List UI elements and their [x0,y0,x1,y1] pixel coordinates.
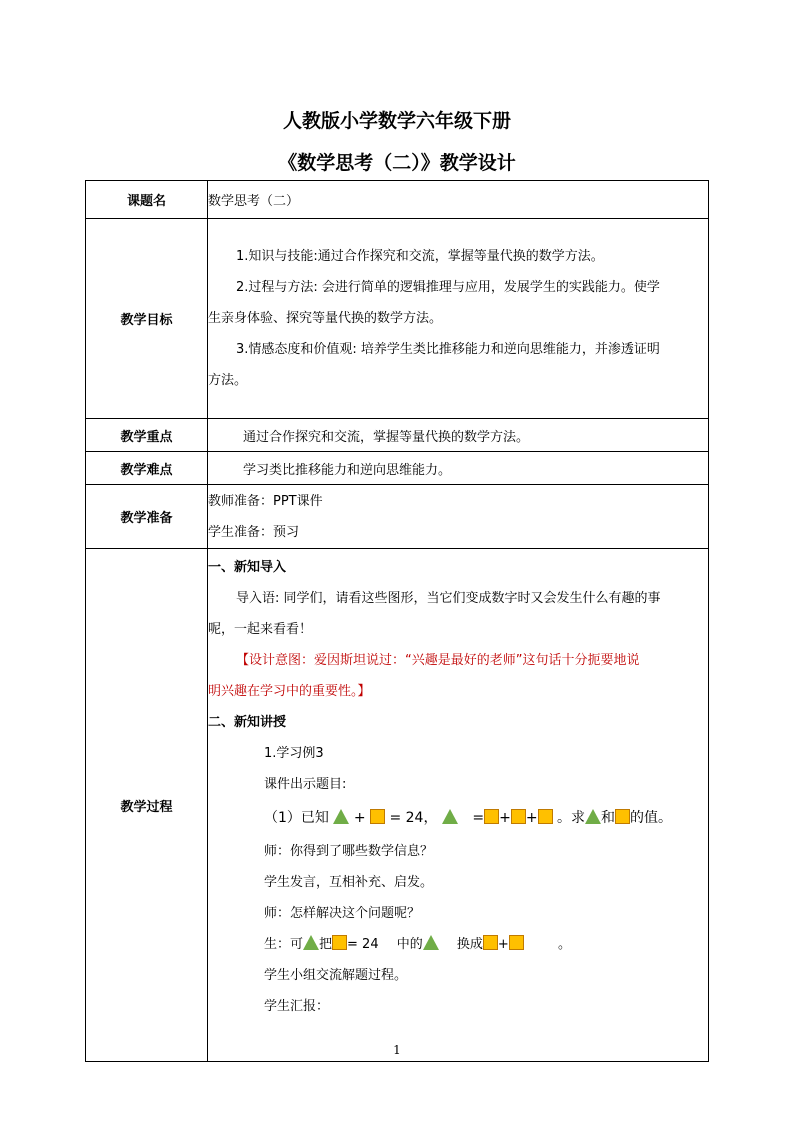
triangle-shape-icon [423,935,439,950]
square-shape-icon [483,935,498,950]
triangle-shape-icon [442,809,458,824]
row-topic [86,181,709,219]
value-topic: 数学思考（二） [208,181,709,219]
row-process [86,549,709,1062]
goal-3b: 方法。 [208,373,248,388]
prep-student: 学生准备：预习 [208,524,300,540]
intro-line-a: 导入语: 同学们，请看这些图形，当它们变成数字时又会发生什么有趣的事 [236,591,661,606]
row-prep [86,485,709,549]
square-shape-icon [511,809,526,824]
square-shape-icon [484,809,499,824]
prep-teacher: 教师准备：PPT课件 [208,493,323,509]
square-shape-icon [509,935,524,950]
triangle-shape-icon [303,935,319,950]
eq-and: 和 [601,810,616,826]
doc-title-2: 《数学思考（二）》教学设计 [278,152,516,174]
label-key: 教学重点 [86,419,208,452]
value-key: 通过合作探究和交流，掌握等量代换的数学方法。 [208,419,709,452]
stu-part-6: + [497,937,509,952]
student-report: 学生汇报： [264,999,330,1014]
square-shape-icon [332,935,347,950]
design-intent-b: 明兴趣在学习中的重要性。】 [208,684,371,699]
courseware-show: 课件出示题目: [264,777,347,792]
group-exchange: 学生小组交流解题过程。 [264,968,408,983]
value-prep [208,485,709,549]
eq-prefix: （1）已知 [264,810,329,826]
section-2-heading: 二、新知讲授 [208,715,287,730]
student-answer-1: 学生发言，互相补充、启发。 [264,875,434,890]
row-difficult [86,452,709,485]
label-process: 教学过程 [86,549,208,1062]
eq-plus: + [525,810,538,826]
label-topic: 课题名 [86,181,208,219]
stu-part-4: 中的 [396,937,423,952]
label-prep: 教学准备 [86,485,208,549]
eq-ask: 。求 [557,810,586,826]
goal-1: 1.知识与技能:通过合作探究和交流，掌握等量代换的数学方法。 [236,249,604,264]
row-key [86,419,709,452]
page-number: 1 [393,1043,401,1057]
intro-line-b: 呢，一起来看看！ [208,622,313,637]
label-difficult: 教学难点 [86,452,208,485]
stu-part-7: 。 [557,937,571,952]
triangle-shape-icon [585,809,601,824]
eq-eq: = [472,810,485,826]
section-1-heading: 一、新知导入 [208,560,287,575]
stu-part-3: = 24 [347,937,379,952]
value-goals [208,219,709,419]
value-process [208,549,709,1062]
square-shape-icon [370,809,385,824]
square-shape-icon [538,809,553,824]
goal-2a: 2.过程与方法: 会进行简单的逻辑推理与应用，发展学生的实践能力。使学 [236,280,660,295]
goal-3a: 3.情感态度和价值观: 培养学生类比推移能力和逆向思维能力，并渗透证明 [236,342,660,357]
eq-plus: + [353,810,366,826]
design-intent-a: 【设计意图：爱因斯坦说过：“兴趣是最好的老师”这句话十分扼要地说 [236,653,640,668]
stu-part-1: 生：可 [264,937,304,952]
doc-title-1: 人教版小学数学六年级下册 [282,110,511,132]
row-goals [86,219,709,419]
label-goals: 教学目标 [86,219,208,419]
stu-part-2: 把 [319,937,333,952]
equation-line [208,800,708,836]
value-difficult: 学习类比推移能力和逆向思维能力。 [208,452,709,485]
stu-part-5: 换成 [456,937,483,952]
square-shape-icon [615,809,630,824]
teacher-question-2: 师：怎样解决这个问题呢？ [264,906,421,921]
student-solution-line [208,929,708,960]
teacher-question-1: 师：你得到了哪些数学信息？ [264,844,434,859]
lesson-plan-table [85,180,709,1062]
example-label: 1.学习例3 [264,746,324,761]
eq-24: = 24， [389,810,438,826]
eq-end: 的值。 [630,810,673,826]
eq-plus: + [499,810,511,826]
goal-2b: 生亲身体验、探究等量代换的数学方法。 [208,311,443,326]
triangle-shape-icon [333,809,349,824]
